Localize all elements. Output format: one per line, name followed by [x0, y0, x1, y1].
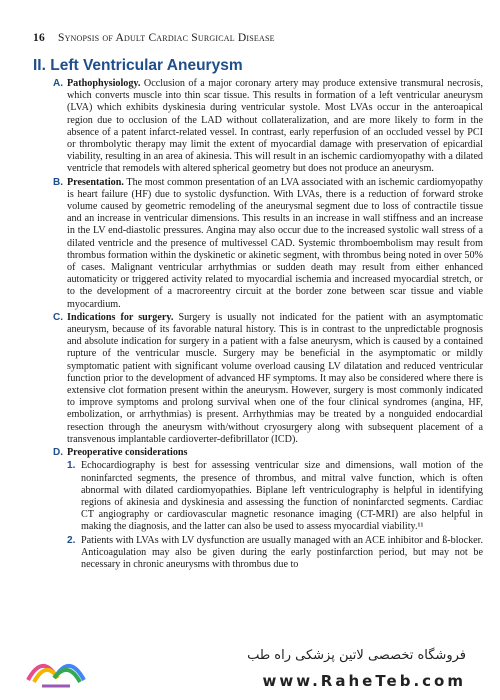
item-label: D.: [53, 447, 63, 459]
body-text: [53, 78, 483, 572]
item-heading: Pathophysiology.: [67, 78, 141, 89]
item-label: C.: [53, 311, 63, 323]
subitem-1: [67, 460, 483, 533]
item-text: The most common presentation of an LVA associated with an ischemic cardiomyopathy is heart failure (HF) due to systolic dysfunction. With LVAs, there is a reduction of forward stroke volume caused by geometric remodeling of the aneurysmal segment due to loss of contractile tissue and an increase in ventricular dimensions. This results in an increase in wall stiffness and an increase in the LV end-diastolic pressures. Angina may also occur due to the increased systolic wall stress of a dilated ventricle and the presence of multivessel CAD. Systemic thromboembolism may result from thrombus formation within the dyskinetic or akinetic segment, with thrombus being noted in over 50% of cases. Malignant ventricular arrhythmias or sudden death may result from either enhanced automaticity or triggered activity related to myocardial ischemia and increased myocardial stretch, or to the development of a macroreentry circuit at the border zone between scar tissue and viable myocardium.: [67, 176, 483, 310]
item-c: [53, 312, 483, 446]
item-label: A.: [53, 78, 63, 89]
item-heading: Presentation.: [67, 176, 124, 188]
running-title: Synopsis of Adult Cardiac Surgical Disease: [57, 32, 275, 44]
item-heading: Indications for surgery.: [67, 311, 174, 323]
subitem-text: Echocardiography is best for assessing ventricular size and dimensions, wall motion of the noninfarcted segments, the presence of thrombus, and mitral valve function, which is often abnormal with dilated cardiomyopathies. Biplane left ventriculography is helpful in identifying regions of akinesia and dyskinesia and assessing the function of noninfarcted segments. Cardiac CT angiography or cardiovascular magnetic resonance imaging (CT-MRI) are also helpful in making the diagnosis, and the latter can also be used to assess myocardial viability.¹¹: [81, 460, 483, 533]
subitem-2: [67, 535, 483, 572]
store-name: فروشگاه تخصصی لاتین پزشکی راه طب: [247, 648, 466, 663]
bookstore-logo: [22, 646, 92, 690]
item-a: [53, 78, 483, 176]
page-header: [33, 32, 480, 44]
watermark-footer: [0, 638, 500, 700]
item-label: B.: [53, 176, 63, 188]
item-text: Surgery is usually not indicated for the patient with an asymptomatic aneurysm, because of its favorable natural history. This is in contrast to the unpredictable prognosis and absolute indication for surgery in a patient with a false aneurysm, which is caused by a contained rupture of the ventricular muscle. Surgery may be beneficial in the asymptomatic or mildly symptomatic patient with significant volume overload causing LV dilatation and reduced ventricular function prior to the development of advanced HF symptoms. It may also be considered where there is extensive clot formation present within the aneurysm. However, surgery is most commonly indicated to improve symptoms and prolong survival when one of the four clinical syndromes (angina, HF, embolization, or arrhythmias) is present. Arrhythmias may be treated by a nonguided endocardial resection through the aneurysm with/without cryosurgery along with subsequent placement of a transvenous implantable cardioverter-defibrillator (ICD).: [67, 311, 483, 445]
store-website[interactable]: www.RaheTeb.com: [262, 672, 466, 690]
subitem-number: 1.: [67, 460, 76, 472]
item-b: [53, 177, 483, 311]
item-heading: Preoperative considerations: [67, 447, 188, 459]
item-d: [53, 447, 483, 571]
section-title: II. Left Ventricular Aneurysm: [33, 57, 243, 74]
item-text: Occlusion of a major coronary artery may produce extensive transmural necrosis, which converts muscle into thin scar tissue. This results in formation of a left ventricular aneurysm (LVA) which exhibits dyskinesia during ventricular systole. Most LVAs occur in the anteroapical region due to occlusion of the LAD without collateralization, and are more likely to form in the absence of a patent infarct-related vessel. In contrast, early reperfusion of an occluded vessel by PCI or thrombolytic therapy may limit the extent of myocardial damage with preservation of epicardial viability, resulting in an area of akinesia. This will result in an ischemic cardiomyopathy with a dilated ventricle that remodels with altered spherical geometry but does not produce an aneurysm.: [67, 78, 483, 175]
page-number: 16: [33, 32, 45, 44]
subitem-text: Patients with LVAs with LV dysfunction are usually managed with an ACE inhibitor and ß-blocker. Anticoagulation may also be given during the early postinfarction period, but may not be necessary in chronic aneurysms with thrombus due to: [81, 534, 483, 570]
subitem-number: 2.: [67, 534, 76, 546]
